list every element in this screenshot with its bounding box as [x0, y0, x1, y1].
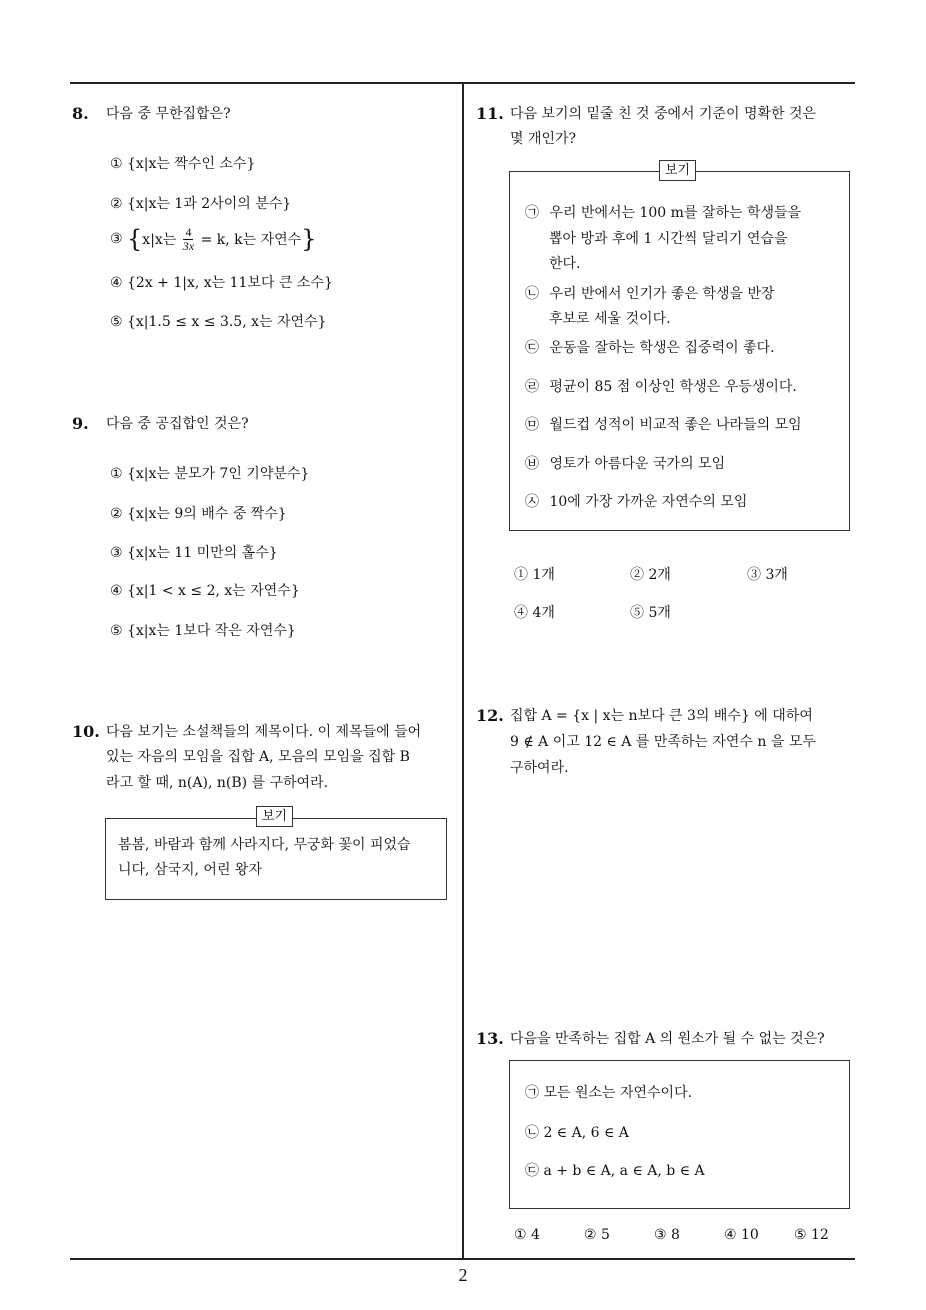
q11-choice-5: ⑤ 5개 [630, 605, 671, 621]
q11-bogi-tag: 보기 [659, 160, 696, 181]
q11-item-3-mark: ㉢ [525, 340, 539, 356]
q11-item-2-line-2: 후보로 세울 것이다. [549, 311, 671, 327]
q11-item-3-line-1: 운동을 잘하는 학생은 집중력이 좋다. [549, 340, 775, 356]
q9-choice-3: ③ {x|x는 11 미만의 홀수} [110, 545, 278, 561]
q9-choice-5: ⑤ {x|x는 1보다 작은 자연수} [110, 623, 296, 639]
q10-box-line-1: 봄봄, 바람과 함께 사라지다, 무궁화 꽃이 피었습 [118, 837, 411, 853]
q13-choice-5: ⑤ 12 [794, 1227, 829, 1243]
q13-choice-4: ④ 10 [724, 1227, 759, 1243]
q10-line-1: 다음 보기는 소설책들의 제목이다. 이 제목들에 들어 [106, 724, 422, 740]
q13-item-1: ㉠ 모든 원소는 자연수이다. [525, 1085, 693, 1101]
q11-item-1-line-3: 한다. [549, 256, 581, 272]
bottom-rule [70, 1258, 855, 1260]
q8-choice-4: ④ {2x + 1|x, x는 11보다 큰 소수} [110, 275, 333, 291]
q13-choice-3: ③ 8 [654, 1227, 680, 1243]
q11-number: 11. [476, 104, 504, 123]
fraction: $\frac{4}{3x}$ [182, 224, 195, 253]
q11-item-1-line-1: 우리 반에서는 100 m를 잘하는 학생들을 [549, 205, 802, 221]
q11-item-2-mark: ㉡ [525, 286, 539, 302]
q10-line-2: 있는 자음의 모임을 집합 A, 모음의 모임을 집합 B [106, 749, 410, 765]
q11-item-1-mark: ㉠ [525, 205, 539, 221]
q11-item-7 [525, 490, 747, 515]
q13-item-2: ㉡ 2 ∈ A, 6 ∈ A [525, 1125, 629, 1141]
q11-item-4-line-1: 평균이 85 점 이상인 학생은 우등생이다. [549, 379, 797, 395]
q11-item-6-line-1: 영토가 아름다운 국가의 모임 [549, 456, 726, 472]
q11-item-5-line-1: 월드컵 성적이 비교적 좋은 나라들의 모임 [549, 417, 802, 433]
q9-number: 9. [72, 414, 89, 433]
q11-item-5 [525, 413, 802, 438]
q11-item-6-mark: ㉥ [525, 456, 539, 472]
q11-item-6 [525, 452, 725, 477]
q11-item-7-mark: ㉦ [525, 494, 539, 510]
q13-text: 다음을 만족하는 집합 A 의 원소가 될 수 없는 것은? [510, 1031, 825, 1047]
page-number: 2 [458, 1265, 468, 1285]
q11-item-5-mark: ㉤ [525, 417, 539, 433]
q12-line-3: 구하여라. [510, 760, 569, 776]
q13-choice-1: ① 4 [514, 1227, 540, 1243]
q8-choice-3-pre: x|x는 [142, 232, 177, 248]
q10-box-line-2: 니다, 삼국지, 어린 왕자 [118, 862, 262, 878]
q11-item-1 [525, 201, 801, 226]
q8-number: 8. [72, 104, 89, 123]
q13-number: 13. [476, 1029, 504, 1048]
column-divider [462, 82, 464, 1259]
q11-item-4-mark: ㉣ [525, 379, 539, 395]
q9-text: 다음 중 공집합인 것은? [106, 416, 249, 432]
q8-choice-1: ① {x|x는 짝수인 소수} [110, 156, 256, 172]
q10-number: 10. [72, 722, 100, 741]
q12-line-2: 9 ∉ A 이고 12 ∈ A 를 만족하는 자연수 n 을 모두 [510, 734, 816, 750]
q8-choice-3-post: = k, k는 자연수 [200, 232, 302, 248]
q8-text: 다음 중 무한집합은? [106, 106, 231, 122]
q13-choice-2: ② 5 [584, 1227, 610, 1243]
q11-choice-2: ② 2개 [630, 567, 671, 583]
q11-item-3 [525, 336, 775, 361]
q11-choice-4: ④ 4개 [514, 605, 555, 621]
q11-item-7-line-1: 10에 가장 가까운 자연수의 모임 [549, 494, 748, 510]
q11-item-1-line-2: 뽑아 방과 후에 1 시간씩 달리기 연습을 [549, 231, 788, 247]
q11-item-2 [525, 282, 775, 307]
q10-line-3: 라고 할 때, n(A), n(B) 를 구하여라. [106, 775, 329, 791]
q8-choice-2: ② {x|x는 1과 2사이의 분수} [110, 196, 292, 212]
q9-choice-4: ④ {x|1 < x ≤ 2, x는 자연수} [110, 583, 300, 599]
q13-item-3: ㉢ a + b ∈ A, a ∈ A, b ∈ A [525, 1163, 705, 1179]
q8-choice-3: ③ {x|x는 $\frac{4}{3x}$ = k, k는 자연수} [110, 224, 317, 253]
q9-choice-1: ① {x|x는 분모가 7인 기약분수} [110, 466, 310, 482]
q11-choice-3: ③ 3개 [747, 567, 788, 583]
q9-choice-2: ② {x|x는 9의 배수 중 짝수} [110, 506, 287, 522]
q11-line-1: 다음 보기의 밑줄 친 것 중에서 기준이 명확한 것은 [510, 106, 817, 122]
q8-choice-3-mark: ③ [110, 231, 123, 247]
q10-bogi-tag: 보기 [256, 806, 293, 827]
q11-item-4 [525, 375, 797, 400]
q11-line-2: 몇 개인가? [510, 131, 577, 147]
q11-item-2-line-1: 우리 반에서 인기가 좋은 학생을 반장 [549, 286, 775, 302]
q12-line-1: 집합 A = {x | x는 n보다 큰 3의 배수} 에 대하여 [510, 708, 813, 724]
q12-number: 12. [476, 706, 504, 725]
q8-choice-5: ⑤ {x|1.5 ≤ x ≤ 3.5, x는 자연수} [110, 314, 327, 330]
q11-choice-1: ① 1개 [514, 567, 555, 583]
